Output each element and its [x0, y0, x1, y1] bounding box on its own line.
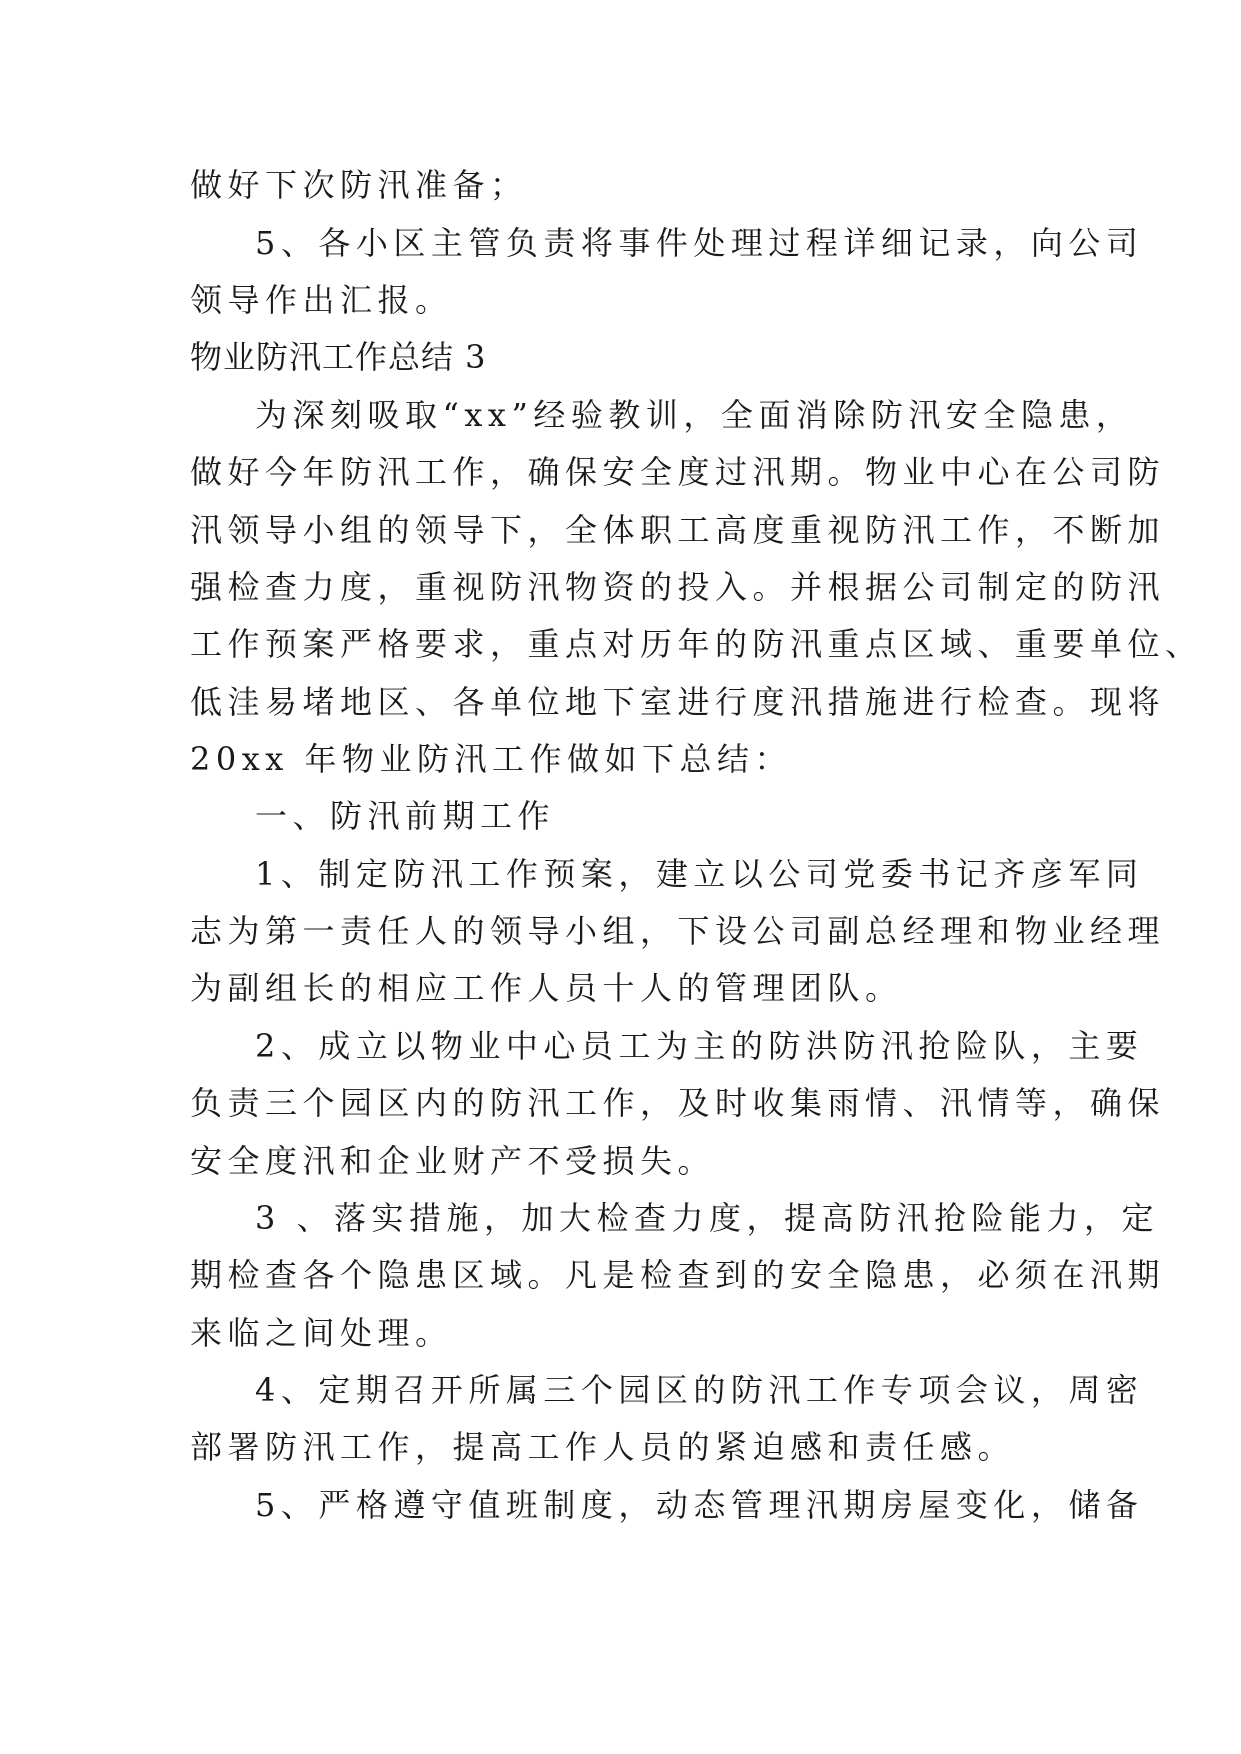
text-line: 期检查各个隐患区域。凡是检查到的安全隐患，必须在汛期: [190, 1256, 1166, 1294]
text-line: 汛领导小组的领导下，全体职工高度重视防汛工作，不断加: [190, 511, 1166, 549]
text-line: 3 、落实措施，加大检查力度，提高防汛抢险能力，定: [255, 1199, 1160, 1237]
text-line: 部署防汛工作，提高工作人员的紧迫感和责任感。: [190, 1428, 1016, 1466]
text-line: 为副组长的相应工作人员十人的管理团队。: [190, 969, 903, 1007]
text-line: 低洼易堵地区、各单位地下室进行度汛措施进行检查。现将: [190, 683, 1166, 721]
text-line: 领导作出汇报。: [190, 281, 453, 319]
text-line: 4、定期召开所属三个园区的防汛工作专项会议，周密: [255, 1371, 1144, 1409]
text-line: 5、严格遵守值班制度，动态管理汛期房屋变化，储备: [255, 1486, 1144, 1524]
text-line: 志为第一责任人的领导小组，下设公司副总经理和物业经理: [190, 912, 1166, 950]
text-line: 2、成立以物业中心员工为主的防洪防汛抢险队，主要: [255, 1027, 1144, 1065]
text-line: 强检查力度，重视防汛物资的投入。并根据公司制定的防汛: [190, 568, 1166, 606]
text-line: 工作预案严格要求，重点对历年的防汛重点区域、重要单位、: [190, 625, 1203, 663]
text-line: 1、制定防汛工作预案，建立以公司党委书记齐彦军同: [255, 855, 1144, 893]
text-line: 做好今年防汛工作，确保安全度过汛期。物业中心在公司防: [190, 453, 1166, 491]
text-line: 负责三个园区内的防汛工作，及时收集雨情、汛情等，确保: [190, 1084, 1166, 1122]
text-line: 20xx 年物业防汛工作做如下总结：: [190, 740, 792, 778]
text-line: 安全度汛和企业财产不受损失。: [190, 1142, 716, 1180]
subheading: 一、防汛前期工作: [255, 797, 556, 835]
text-line: 来临之间处理。: [190, 1314, 453, 1352]
text-line: 为深刻吸取“xx”经验教训，全面消除防汛安全隐患，: [255, 396, 1134, 434]
text-line: 做好下次防汛准备；: [190, 166, 528, 204]
text-line: 5、各小区主管负责将事件处理过程详细记录，向公司: [255, 224, 1144, 262]
section-title: 物业防汛工作总结 3: [190, 338, 487, 376]
